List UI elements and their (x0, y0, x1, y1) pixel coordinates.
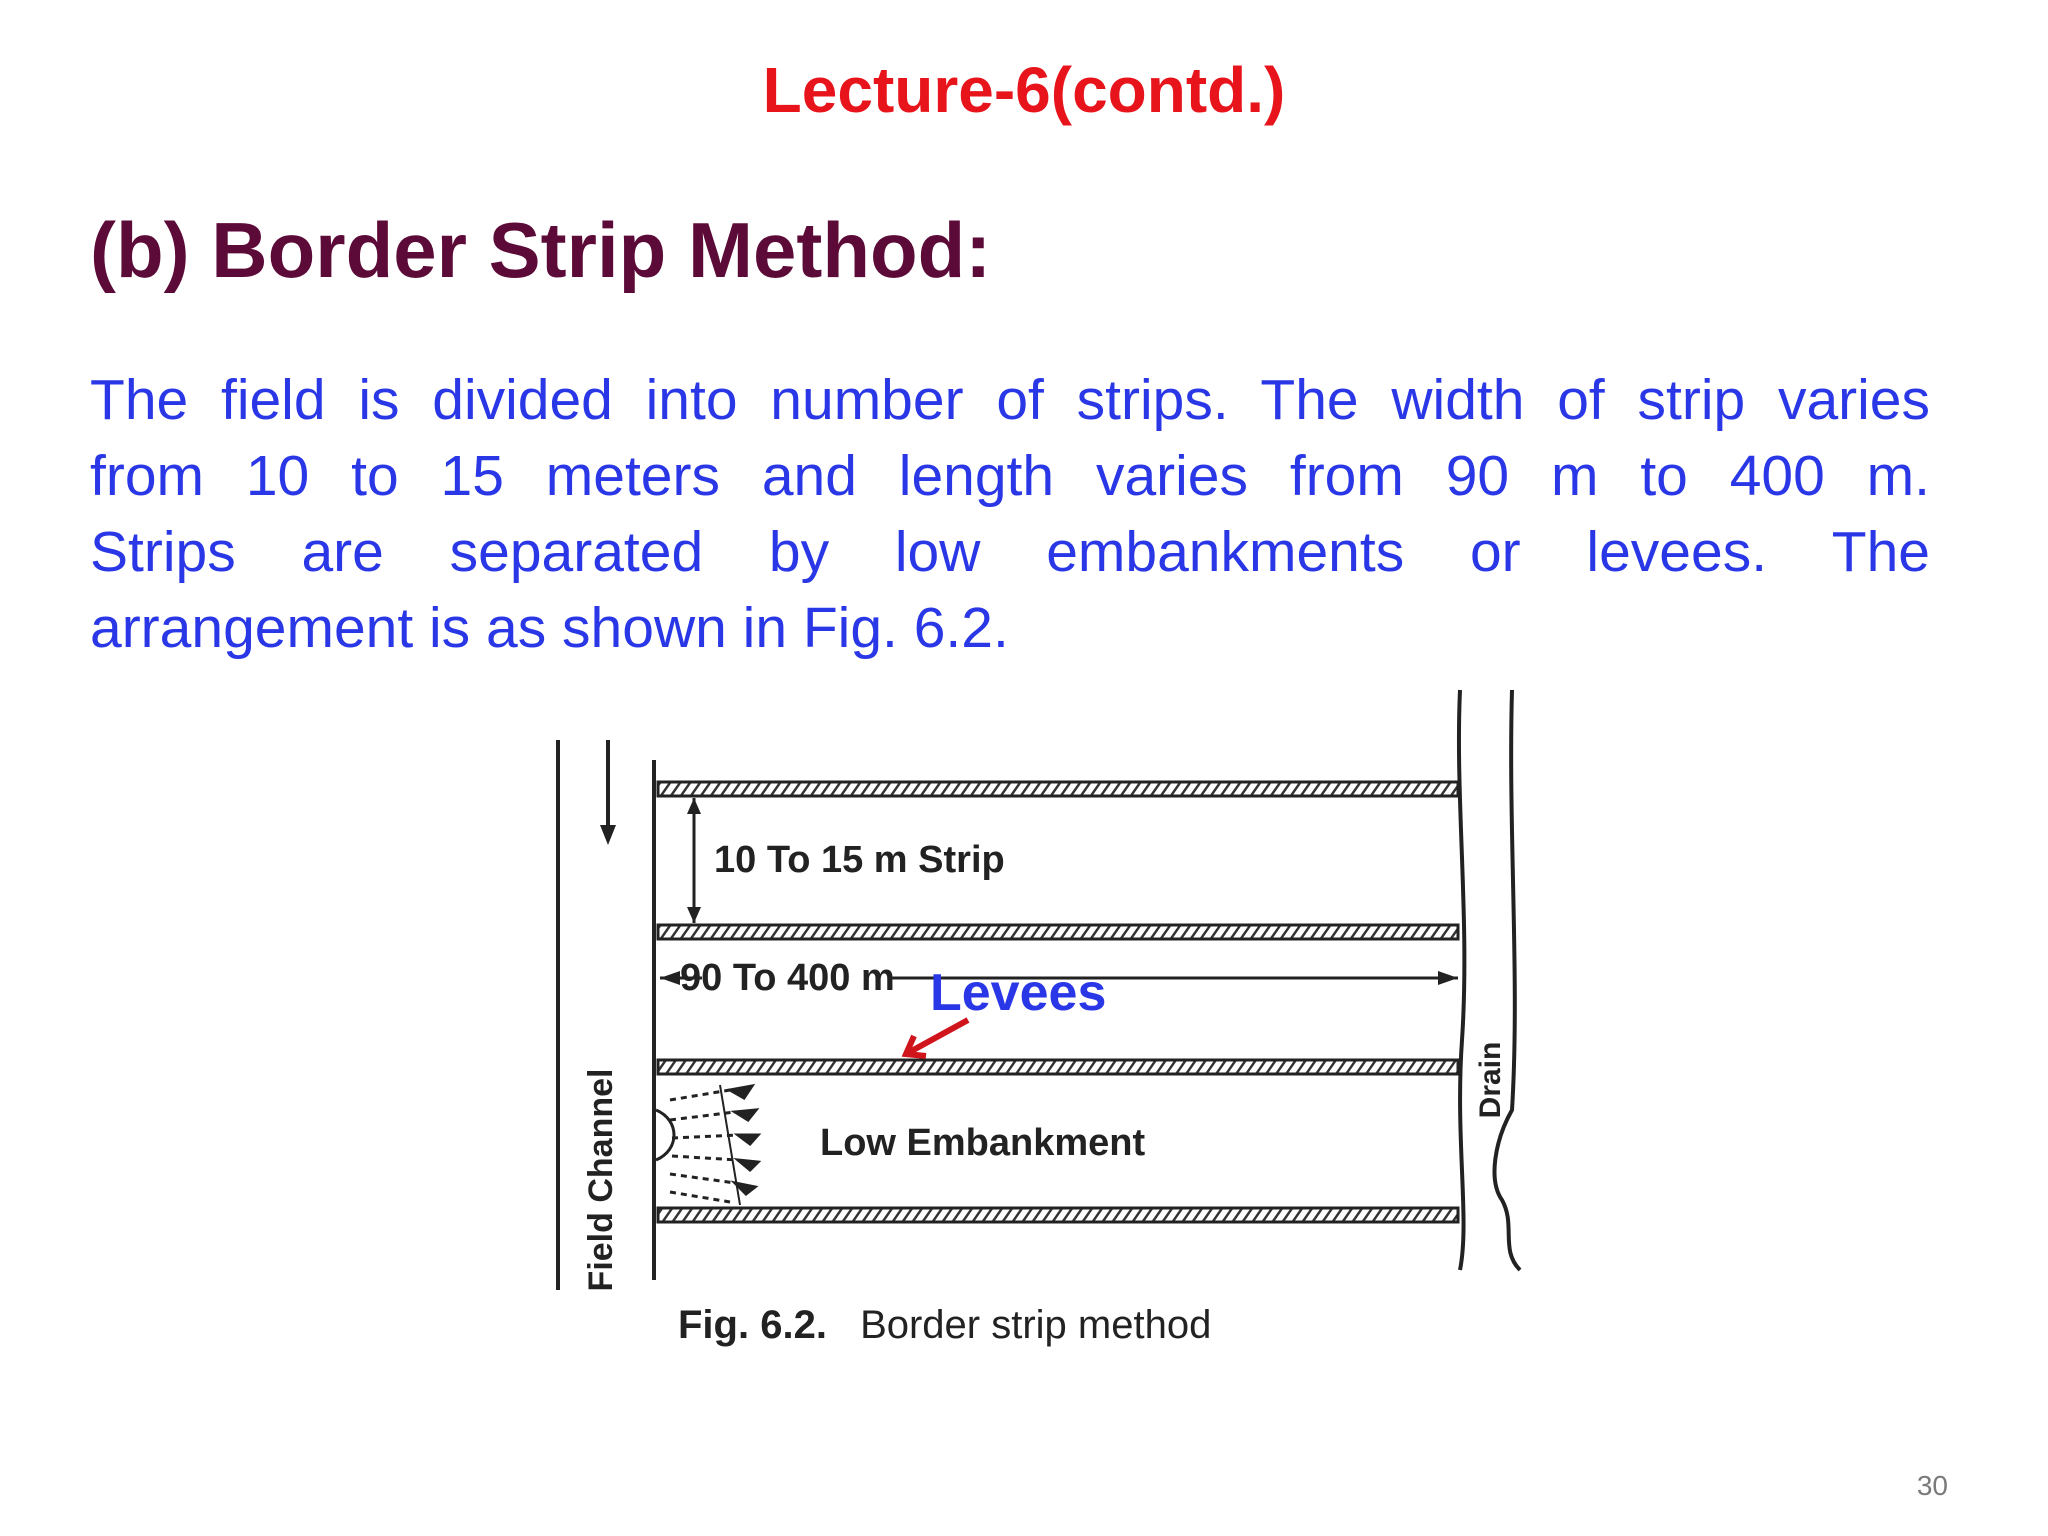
page-number: 30 (1916, 1470, 1948, 1501)
drain-right-line (1495, 690, 1520, 1270)
slide-heading: (b) Border Strip Method: (90, 206, 992, 294)
lecture-title: Lecture-6(contd.) (762, 54, 1286, 126)
drain-label: Drain (1474, 1041, 1507, 1119)
paragraph-line-4: arrangement is as shown in Fig. 6.2. (90, 596, 1009, 660)
drain-left-line (1459, 690, 1464, 1270)
figure-caption-text: Border strip method (860, 1303, 1212, 1347)
levees-pointer-arrow-icon (906, 1020, 968, 1056)
figure-caption (678, 1303, 1211, 1347)
paragraph-line-2: from 10 to 15 meters and length varies from 90 m to 400 m. (90, 444, 1930, 508)
strip-width-dimension (687, 798, 701, 923)
flow-down-arrow-icon (600, 740, 616, 845)
levee-1 (658, 782, 1458, 796)
levees-label: Levees (930, 964, 1107, 1022)
strip-width-label: 10 To 15 m Strip (714, 839, 1005, 881)
figure-caption-prefix: Fig. 6.2. (678, 1303, 827, 1347)
levee-4 (658, 1208, 1458, 1222)
border-strip-figure (530, 680, 1550, 1370)
border-strip-diagram (530, 680, 1550, 1370)
paragraph-line-1: The field is divided into number of strips. The width of strip varies (90, 368, 1930, 432)
low-embankment-label: Low Embankment (820, 1122, 1146, 1164)
levee-2 (658, 925, 1458, 939)
paragraph-line-3: Strips are separated by low embankments or levees. The (90, 520, 1930, 584)
body-paragraph (90, 362, 1930, 666)
water-inlet-flow (656, 1085, 758, 1205)
field-channel-label: Field Channel (582, 1068, 620, 1292)
levee-3 (658, 1060, 1458, 1074)
strip-length-label: 90 To 400 m (680, 957, 895, 999)
